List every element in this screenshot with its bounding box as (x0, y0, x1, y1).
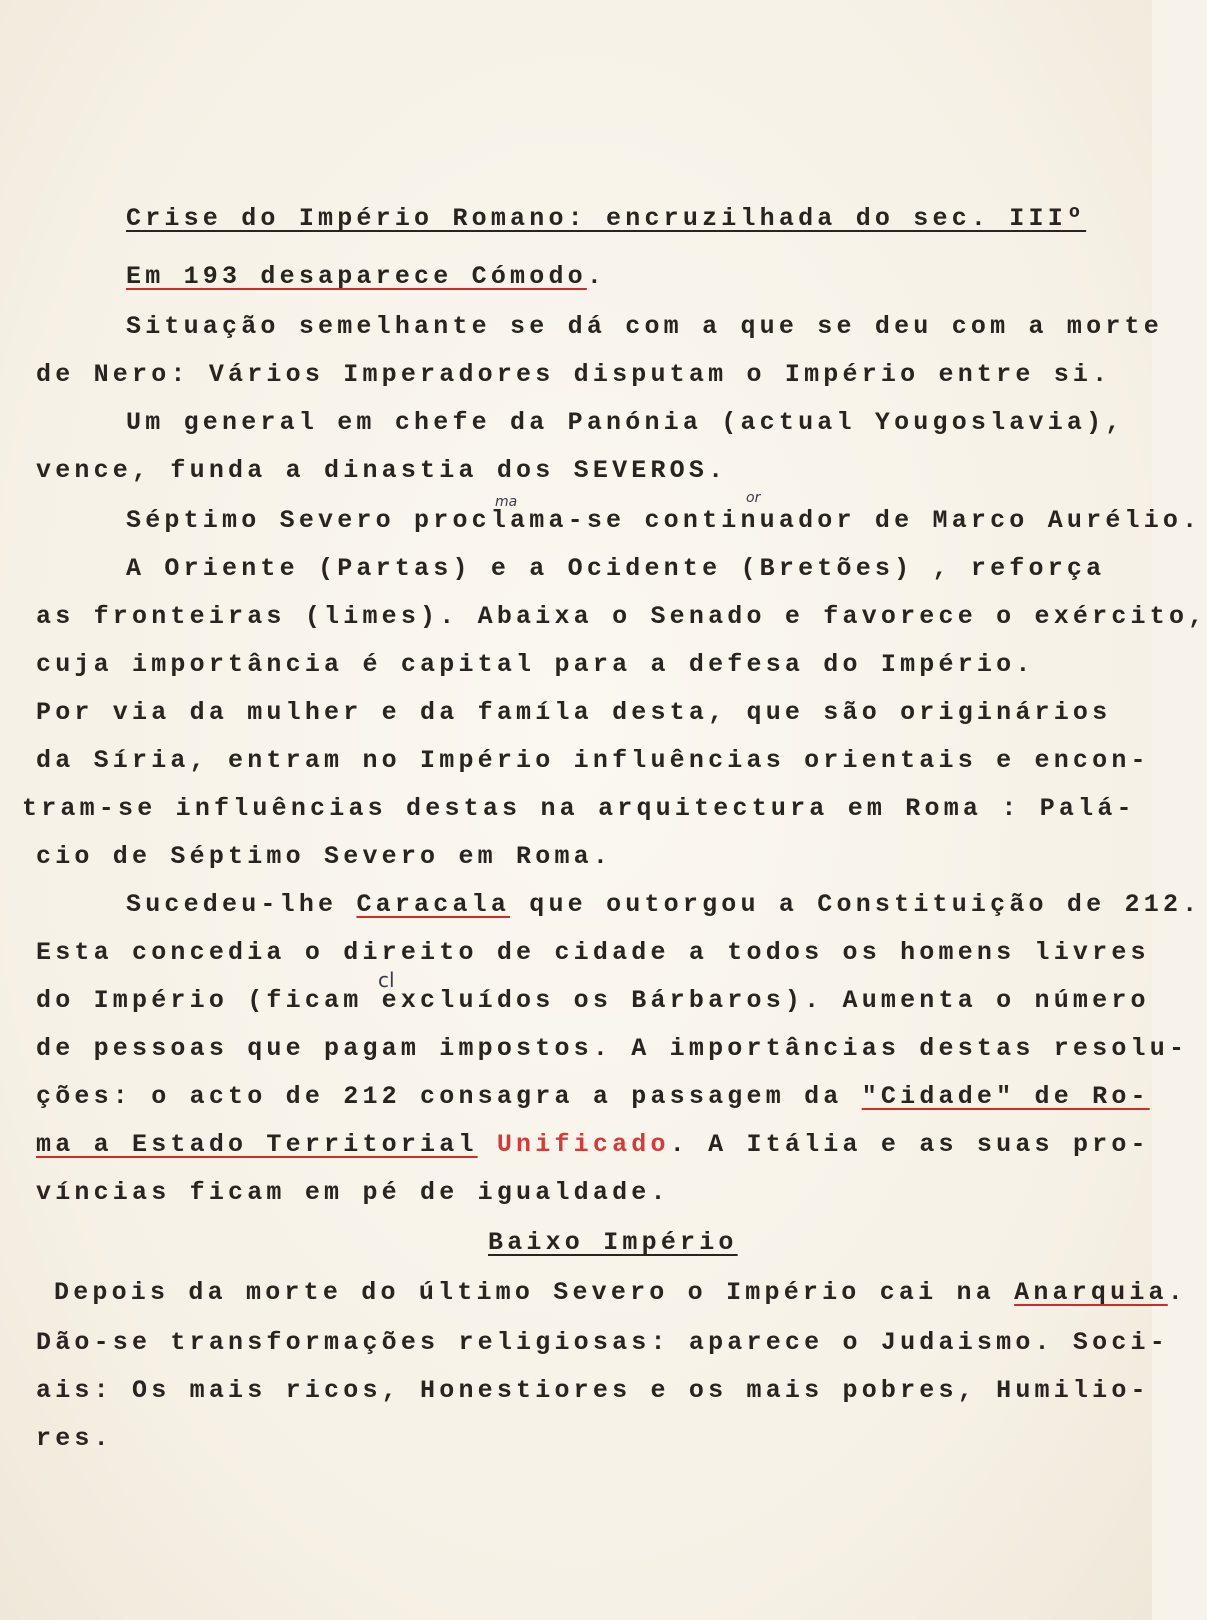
text-line-5: Séptimo Severo proclama-se continuador de Marco Aurélio. (126, 506, 1202, 535)
anarquia-line (54, 1278, 1187, 1308)
text-line-15: de pessoas que pagam impostos. A importâncias destas resolu- (36, 1034, 1189, 1063)
text-line-14: do Império (ficam excluídos os Bárbaros). Aumenta o número (36, 986, 1150, 1015)
text-line-1: Situação semelhante se dá com a que se deu com a morte (126, 312, 1163, 341)
text-line-4: vence, funda a dinastia dos SEVEROS. (36, 456, 728, 485)
estado-line (36, 1130, 1150, 1160)
text-line-19: res. (36, 1424, 113, 1453)
text-line-2: de Nero: Vários Imperadores disputam o Império entre si. (36, 360, 1112, 389)
text-line-11: tram-se influências destas na arquitectura em Roma : Palá- (22, 794, 1136, 823)
text-line-8: cuja importância é capital para a defesa do Império. (36, 650, 1035, 679)
estado-post: . A Itália e as suas pro- (669, 1130, 1150, 1159)
unificado-red: Unificado (496, 1130, 670, 1159)
handwritten-annotation-cl: cl (378, 968, 395, 992)
document-title: Crise do Império Romano: encruzilhada do sec. IIIº (126, 204, 1087, 233)
caracala-line (126, 890, 1201, 920)
subtitle-baixo-imperio: Baixo Império (488, 1228, 738, 1257)
caracala-name: Caracala (356, 890, 511, 919)
handwritten-annotation-or: or (746, 490, 761, 506)
anarquia-pre: Depois da morte do último Severo o Império cai na (54, 1278, 1015, 1307)
text-line-7: as fronteiras (limes). Abaixa o Senado e favorece o exército, (36, 602, 1207, 631)
text-line-16: víncias ficam em pé de igualdade. (36, 1178, 670, 1207)
anarquia-word: Anarquia (1014, 1278, 1168, 1307)
estado-underlined: ma a Estado Territorial (36, 1130, 478, 1159)
heading-line (126, 262, 606, 292)
heading-text: Em 193 desaparece Cómodo (126, 262, 587, 291)
text-line-12: cio de Séptimo Severo em Roma. (36, 842, 613, 871)
text-line-13: Esta concedia o direito de cidade a todos os homens livres (36, 938, 1150, 967)
caracala-post: que outorgou a Constituição de 212. (510, 890, 1202, 919)
heading-period: . (586, 262, 607, 291)
text-line-9: Por via da mulher e da famíla desta, que são originários (36, 698, 1112, 727)
cidade-pre: ções: o acto de 212 consagra a passagem da (36, 1082, 862, 1111)
text-line-18: ais: Os mais ricos, Honestiores e os mais pobres, Humilio- (36, 1376, 1150, 1405)
text-line-10: da Síria, entram no Império influências orientais e encon- (36, 746, 1150, 775)
text-line-17: Dão-se transformações religiosas: aparece o Judaismo. Soci- (36, 1328, 1169, 1357)
text-line-3: Um general em chefe da Panónia (actual Yougoslavia), (126, 408, 1125, 437)
caracala-pre: Sucedeu-lhe (126, 890, 357, 919)
cidade-line (36, 1082, 1150, 1112)
handwritten-annotation-ma: ma (495, 494, 518, 510)
cidade-underlined: "Cidade" de Ro- (861, 1082, 1150, 1111)
anarquia-post: . (1167, 1278, 1187, 1307)
text-line-6: A Oriente (Partas) e a Ocidente (Bretões) , reforça (126, 554, 1106, 583)
